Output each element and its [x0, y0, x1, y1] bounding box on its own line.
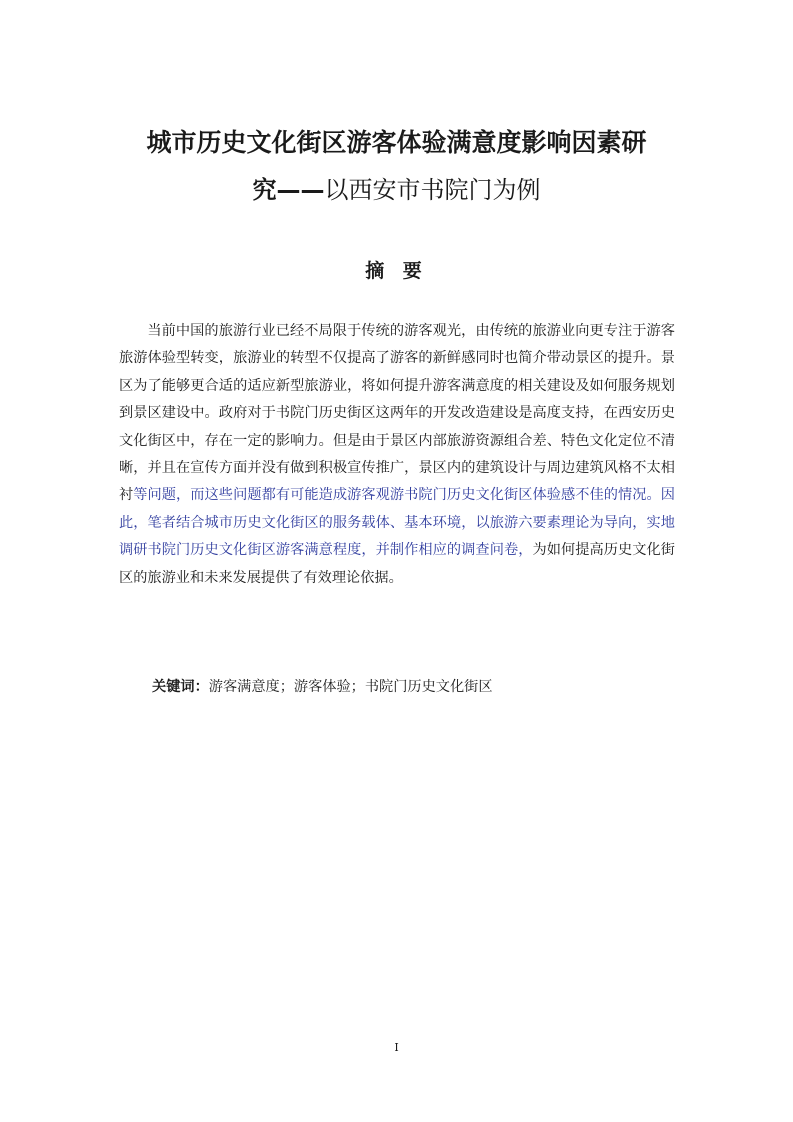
abstract-text-end: 为如何提高历史文化街区的旅游业和未来发展提供了有效理论依据。: [119, 542, 675, 586]
keywords-label: 关键词：: [152, 679, 209, 695]
title-line-1: 城市历史文化街区游客体验满意度影响因素研: [146, 128, 647, 157]
title-line-2: [100, 175, 693, 205]
page-number: I: [394, 1041, 399, 1054]
abstract-heading: 摘 要: [365, 260, 428, 282]
keywords-text: 游客满意度；游客体验；书院门历史文化街区: [208, 679, 493, 695]
abstract-body: [119, 318, 675, 592]
title-line-2-main: 究——: [252, 176, 325, 204]
title-line-2-subtitle: 以西安市书院门为例: [324, 176, 541, 204]
abstract-text-plain: 当前中国的旅游行业已经不局限于传统的游客观光，由传统的旅游业向更专注于游客旅游体验型转变，旅游业的转型不仅提高了游客的新鲜感同时也简介带动景区的提升。景区为了能够更合适的适应新型旅游业，将如何提升游客满意度的相关建设及如何服务规划到景区建设中。政府对于书院门历史街区这两年的开发改造建设是高度支持，在西安历史文化街区中，存在一定的影响力。但是由于景区内部旅游资源组合差、特色文化定位不清晰，并且在宣传方面并没有做到积极宣传推广，景区内的建筑设计与周边建筑风格不太相衬: [119, 323, 675, 504]
keywords-line: [152, 674, 692, 701]
abstract-text-highlighted: 等问题，而这些问题都有可能造成游客观游书院门历史文化街区体验感不佳的情况。因此，笔者结合城市历史文化街区的服务载体、基本环境，以旅游六要素理论为导向，实地调研书院门历史文化街区游客满意程度，并制作相应的调查问卷，: [119, 487, 675, 559]
